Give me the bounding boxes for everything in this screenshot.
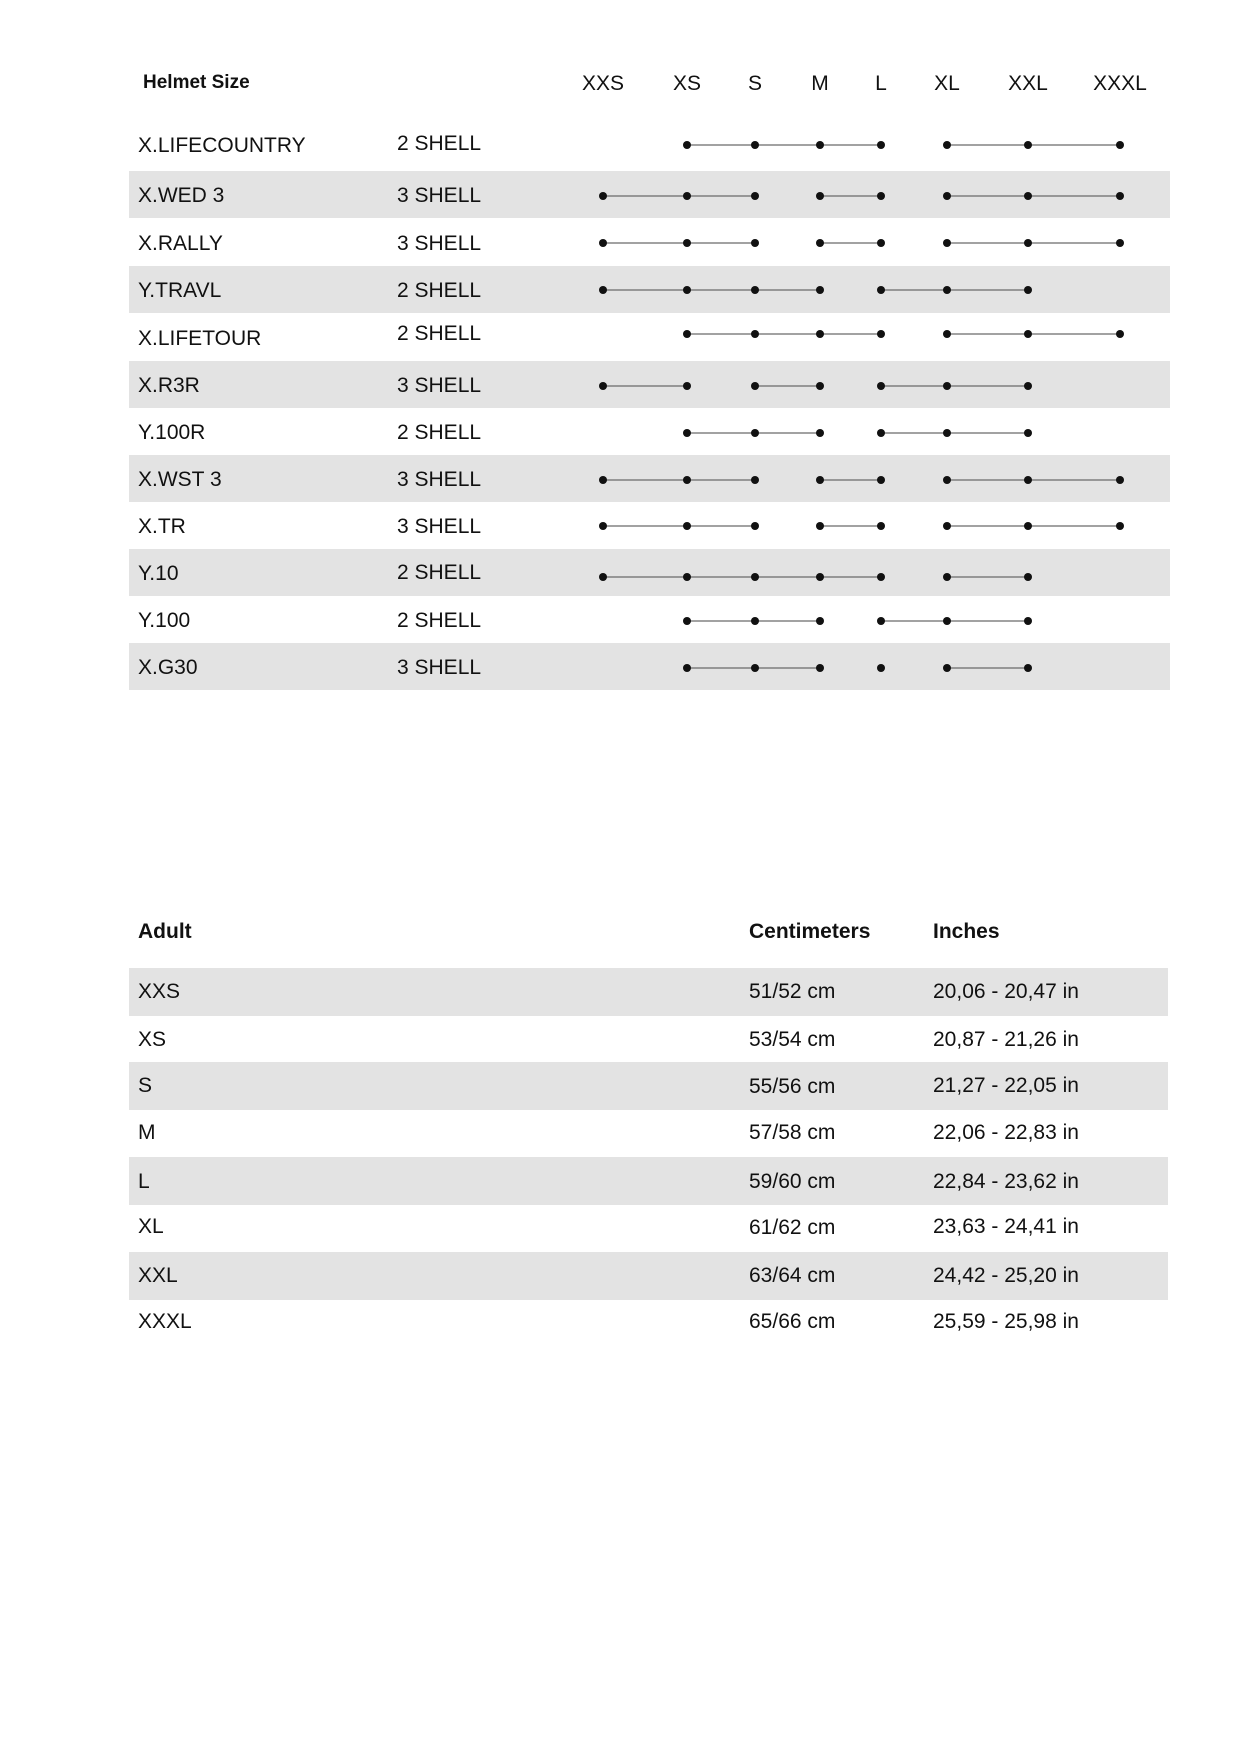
size-dot [683, 239, 691, 247]
model-shell: 3 SHELL [397, 374, 482, 397]
size-dot [877, 664, 885, 672]
size-dot [877, 286, 885, 294]
size-dot [1024, 330, 1032, 338]
size-header-l: L [875, 72, 887, 95]
size-dot [683, 192, 691, 200]
model-shell: 2 SHELL [397, 561, 482, 584]
helmet-shell-chart [0, 0, 1240, 720]
inches-cell: 21,27 - 22,05 in [933, 1074, 1079, 1097]
adult-size-table [0, 900, 1240, 1380]
size-dot [683, 429, 691, 437]
size-cell: XXL [138, 1264, 178, 1287]
size-dot [751, 522, 759, 530]
size-dot [683, 330, 691, 338]
size-dot [1024, 617, 1032, 625]
size-dot [943, 382, 951, 390]
size-dot [877, 617, 885, 625]
size-dot [1024, 522, 1032, 530]
size-dot [599, 573, 607, 581]
size-dot [816, 286, 824, 294]
size-dot [943, 617, 951, 625]
size-dot [599, 239, 607, 247]
size-cell: L [138, 1170, 150, 1193]
model-shell: 2 SHELL [397, 609, 482, 632]
inches-cell: 20,87 - 21,26 in [933, 1028, 1079, 1051]
size-dot [683, 476, 691, 484]
size-cell: S [138, 1074, 153, 1097]
size-dot [877, 522, 885, 530]
size-header-s: S [747, 72, 763, 95]
size-dot [1024, 192, 1032, 200]
size-dot [943, 573, 951, 581]
model-name: X.LIFETOUR [138, 327, 262, 350]
size-dot [599, 192, 607, 200]
size-dot [816, 141, 824, 149]
model-shell: 3 SHELL [397, 515, 482, 538]
size-dot [877, 573, 885, 581]
size-dot [751, 382, 759, 390]
size-dot [816, 476, 824, 484]
size-dot [683, 617, 691, 625]
size-header-xxs: XXS [581, 72, 625, 95]
size-dot [943, 664, 951, 672]
inches-cell: 20,06 - 20,47 in [933, 980, 1079, 1003]
inches-cell: 22,84 - 23,62 in [933, 1170, 1079, 1193]
size-dot [877, 382, 885, 390]
size-header-xl: XL [934, 72, 960, 95]
size-dot [683, 573, 691, 581]
size-header-xs: XS [672, 72, 702, 95]
size-dot [751, 617, 759, 625]
size-dot [683, 664, 691, 672]
model-shell: 3 SHELL [397, 184, 482, 207]
model-name: X.R3R [138, 374, 200, 397]
size-dot [1024, 664, 1032, 672]
size-dot [599, 522, 607, 530]
size-dot [943, 141, 951, 149]
size-dot [943, 286, 951, 294]
size-dot [877, 429, 885, 437]
size-dot [751, 664, 759, 672]
size-dot [816, 330, 824, 338]
model-shell: 3 SHELL [397, 656, 482, 679]
size-dot [943, 192, 951, 200]
size-dot [751, 286, 759, 294]
size-dot [816, 617, 824, 625]
size-dot [816, 239, 824, 247]
size-dot [1024, 141, 1032, 149]
centimeters-header: Centimeters [749, 920, 871, 943]
size-dot [599, 286, 607, 294]
model-shell: 2 SHELL [397, 132, 482, 155]
size-dot [1024, 286, 1032, 294]
shell-dots-layer [0, 0, 1240, 720]
size-dot [1116, 476, 1124, 484]
cm-cell: 63/64 cm [749, 1264, 836, 1287]
cm-cell: 51/52 cm [749, 980, 836, 1003]
size-dot [1116, 239, 1124, 247]
size-dot [751, 192, 759, 200]
size-dot [816, 573, 824, 581]
size-dot [1116, 522, 1124, 530]
size-dot [1024, 573, 1032, 581]
model-name: Y.10 [138, 562, 179, 585]
size-dot [751, 429, 759, 437]
size-dot [751, 330, 759, 338]
model-shell: 3 SHELL [397, 468, 482, 491]
inches-cell: 25,59 - 25,98 in [933, 1310, 1079, 1333]
size-dot [1024, 382, 1032, 390]
inches-cell: 24,42 - 25,20 in [933, 1264, 1079, 1287]
inches-header: Inches [933, 920, 1000, 943]
size-dot [943, 522, 951, 530]
size-dot [599, 476, 607, 484]
size-dot [751, 573, 759, 581]
inches-cell: 22,06 - 22,83 in [933, 1121, 1079, 1144]
model-shell: 2 SHELL [397, 322, 482, 345]
cm-cell: 61/62 cm [749, 1216, 836, 1239]
size-cell: XXS [138, 980, 181, 1003]
model-name: Y.100R [138, 421, 206, 444]
size-dot [1116, 192, 1124, 200]
size-dot [751, 476, 759, 484]
size-dot [599, 382, 607, 390]
size-dot [877, 330, 885, 338]
inches-cell: 23,63 - 24,41 in [933, 1215, 1079, 1238]
size-dot [816, 192, 824, 200]
size-dot [683, 522, 691, 530]
cm-cell: 57/58 cm [749, 1121, 836, 1144]
size-cell: XL [138, 1215, 164, 1238]
size-dot [751, 239, 759, 247]
model-name: X.G30 [138, 656, 198, 679]
size-dot [943, 476, 951, 484]
model-name: X.RALLY [138, 232, 223, 255]
cm-cell: 65/66 cm [749, 1310, 836, 1333]
model-name: X.WST 3 [138, 468, 222, 491]
size-dot [816, 664, 824, 672]
size-dot [1116, 141, 1124, 149]
size-dot [943, 239, 951, 247]
model-name: Y.100 [138, 609, 191, 632]
cm-cell: 55/56 cm [749, 1075, 836, 1098]
adult-header: Adult [138, 920, 192, 943]
size-dot [877, 192, 885, 200]
model-shell: 2 SHELL [397, 421, 482, 444]
size-dot [816, 429, 824, 437]
model-name: X.TR [138, 515, 186, 538]
size-dot [683, 382, 691, 390]
size-dot [1116, 330, 1124, 338]
size-dot [1024, 476, 1032, 484]
size-dot [1024, 429, 1032, 437]
size-dot [943, 429, 951, 437]
size-dot [816, 522, 824, 530]
cm-cell: 59/60 cm [749, 1170, 836, 1193]
model-name: Y.TRAVL [138, 279, 222, 302]
size-dot [1024, 239, 1032, 247]
helmet-size-header: Helmet Size [143, 72, 250, 93]
size-dot [877, 239, 885, 247]
size-header-xxxl: XXXL [1093, 72, 1147, 95]
cm-cell: 53/54 cm [749, 1028, 836, 1051]
size-dot [816, 382, 824, 390]
size-dot [751, 141, 759, 149]
size-dot [877, 141, 885, 149]
size-dot [877, 476, 885, 484]
model-name: X.WED 3 [138, 184, 225, 207]
size-dot [683, 286, 691, 294]
size-cell: M [138, 1121, 156, 1144]
size-cell: XXXL [138, 1310, 192, 1333]
model-shell: 3 SHELL [397, 232, 482, 255]
size-dot [683, 141, 691, 149]
size-cell: XS [138, 1028, 167, 1051]
size-header-xxl: XXL [1008, 72, 1048, 95]
model-name: X.LIFECOUNTRY [138, 134, 306, 157]
size-header-m: M [811, 72, 829, 95]
model-shell: 2 SHELL [397, 279, 482, 302]
size-dot [943, 330, 951, 338]
